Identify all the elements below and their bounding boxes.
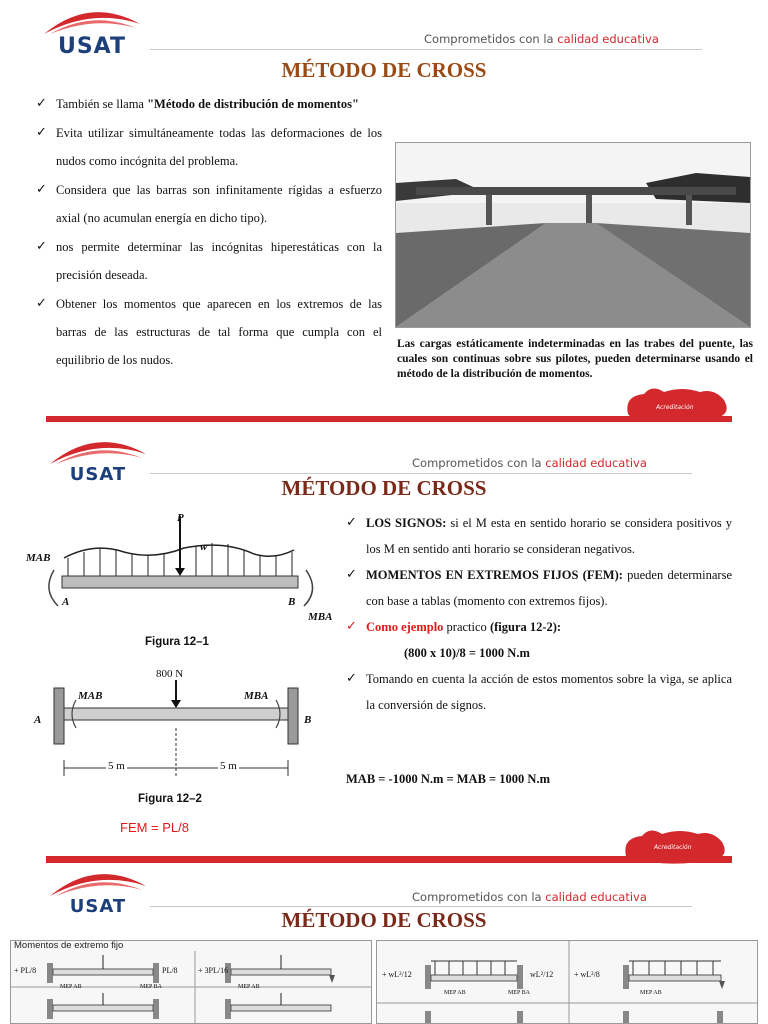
logo-text: USAT [69, 896, 127, 917]
figure-12-1-diagram [24, 510, 324, 630]
fig2-load-label: 800 N [156, 668, 184, 680]
bullet-item: ✓ Como ejemplo practico (figura 12-2): [346, 614, 732, 640]
tagline-accent: calidad educativa [545, 456, 647, 470]
checkmark-icon: ✓ [36, 182, 47, 197]
fem-left-row1-m1: MEP AB [60, 984, 82, 990]
bullet-item: ✓ nos permite determinar las incógnitas hiperestáticas con la precisión deseada. [36, 233, 382, 289]
figure-12-2-diagram [36, 668, 316, 780]
fig1-load-label: P [177, 512, 184, 524]
fig1-b-label: B [288, 596, 296, 608]
checkmark-icon: ✓ [346, 619, 357, 634]
logo-swoosh-icon [40, 6, 144, 36]
bridge-illustration [396, 143, 750, 327]
bullet-item: ✓ Obtener los momentos que aparecen en los extremos de las barras de las estructuras de tal forma que cumpla con el equilibrio de los nudos. [36, 290, 382, 374]
bullet-list [36, 90, 382, 375]
tagline [412, 890, 647, 904]
bullet-item: ✓ También se llama "Método de distribución de momentos" [36, 90, 382, 118]
fem-table-left-diagram [11, 941, 372, 1024]
bullet-item: ✓ MOMENTOS EN EXTREMOS FIJOS (FEM): pueden determinarse con base a tablas (momento con extremos fijos). [346, 562, 732, 614]
fem-table-title: Momentos de extremo fijo [14, 940, 124, 951]
bullet-item: ✓ Tomando en cuenta la acción de estos momentos sobre la viga, se aplica la conversión de signos. [346, 666, 732, 718]
logo-swoosh-icon [46, 436, 150, 466]
header-divider [150, 906, 692, 907]
bullet-list-signs [346, 510, 732, 718]
checkmark-icon: ✓ [36, 296, 47, 311]
photo-caption: Las cargas estáticamente indeterminadas en las trabes del puente, las cuales son continuas sobre sus pilotes, pueden determinarse usando el método de la distribución de momentos. [397, 338, 753, 380]
bullet-item: ✓ LOS SIGNOS: si el M esta en sentido horario se considera positivos y los M en sentido anti horario se consideran negativos. [346, 510, 732, 562]
slide-1 [0, 0, 768, 422]
slide-title: MÉTODO DE CROSS [281, 908, 487, 932]
fig2-b-label: B [304, 714, 312, 726]
checkmark-icon: ✓ [36, 96, 47, 111]
figure-12-2-label: Figura 12–2 [138, 793, 202, 805]
fem-table-right-diagram [377, 941, 758, 1024]
logo-text: USAT [57, 34, 127, 59]
bullet-item-calc: (800 x 10)/8 = 1000 N.m [404, 646, 530, 660]
fig2-mba-label: MBA [244, 690, 269, 702]
fig2-span1-label: 5 m [108, 760, 125, 772]
fig2-span2-label: 5 m [220, 760, 237, 772]
tagline-accent: calidad educativa [545, 890, 647, 904]
fig1-mba-label: MBA [308, 611, 333, 623]
tagline [424, 32, 659, 46]
logo-text: USAT [69, 464, 127, 485]
fig2-a-label: A [34, 714, 42, 726]
fem-right-row2-m1: MEP AB [640, 990, 662, 996]
header-divider [150, 473, 692, 474]
header-divider [150, 49, 702, 50]
fem-left-row2-left: + 3PL/16 [198, 966, 229, 975]
fem-table-left [10, 940, 372, 1024]
fig1-w-label: w [200, 541, 208, 553]
checkmark-icon: ✓ [36, 125, 47, 140]
slide-title: MÉTODO DE CROSS [281, 58, 487, 82]
fem-right-row1-m2: MEP BA [508, 990, 530, 996]
tagline-prefix: Comprometidos con la [412, 456, 546, 470]
checkmark-icon: ✓ [346, 567, 357, 582]
tagline-prefix: Comprometidos con la [424, 32, 558, 46]
fem-right-row2-left: + wL²/8 [574, 970, 600, 979]
fem-left-row1-left: + PL/8 [14, 966, 37, 975]
fem-formula: FEM = PL/8 [120, 820, 189, 835]
fem-left-row2-m1: MEP AB [238, 984, 260, 990]
badge-text: Acreditación [656, 404, 694, 411]
tagline [412, 456, 647, 470]
bullet-item: ✓ Evita utilizar simultáneamente todas las deformaciones de los nudos como incógnita del problema. [36, 119, 382, 175]
bridge-photo [395, 142, 751, 328]
badge-text: Acreditación [654, 844, 692, 851]
fem-right-row1-right: wL²/12 [530, 970, 554, 979]
figure-12-1-label: Figura 12–1 [145, 636, 209, 648]
fem-right-row1-left: + wL²/12 [382, 970, 412, 979]
fem-left-row1-right: PL/8 [162, 966, 178, 975]
mab-result-line: MAB = -1000 N.m = MAB = 1000 N.m [346, 772, 550, 786]
fig2-mab-label: MAB [78, 690, 103, 702]
fig1-a-label: A [62, 596, 70, 608]
logo-swoosh-icon [46, 868, 150, 898]
slide-title: MÉTODO DE CROSS [281, 476, 487, 500]
fem-right-row1-m1: MEP AB [444, 990, 466, 996]
tagline-prefix: Comprometidos con la [412, 890, 546, 904]
fig1-mab-label: MAB [26, 552, 51, 564]
checkmark-icon: ✓ [36, 239, 47, 254]
usat-logo [40, 6, 144, 58]
fem-left-row1-m2: MEP BA [140, 984, 162, 990]
checkmark-icon: ✓ [346, 515, 357, 530]
tagline-accent: calidad educativa [557, 32, 659, 46]
checkmark-icon: ✓ [346, 671, 357, 686]
bullet-item: ✓ Considera que las barras son infinitamente rígidas a esfuerzo axial (no acumulan energía en dicho tipo). [36, 176, 382, 232]
fem-table-right [376, 940, 758, 1024]
